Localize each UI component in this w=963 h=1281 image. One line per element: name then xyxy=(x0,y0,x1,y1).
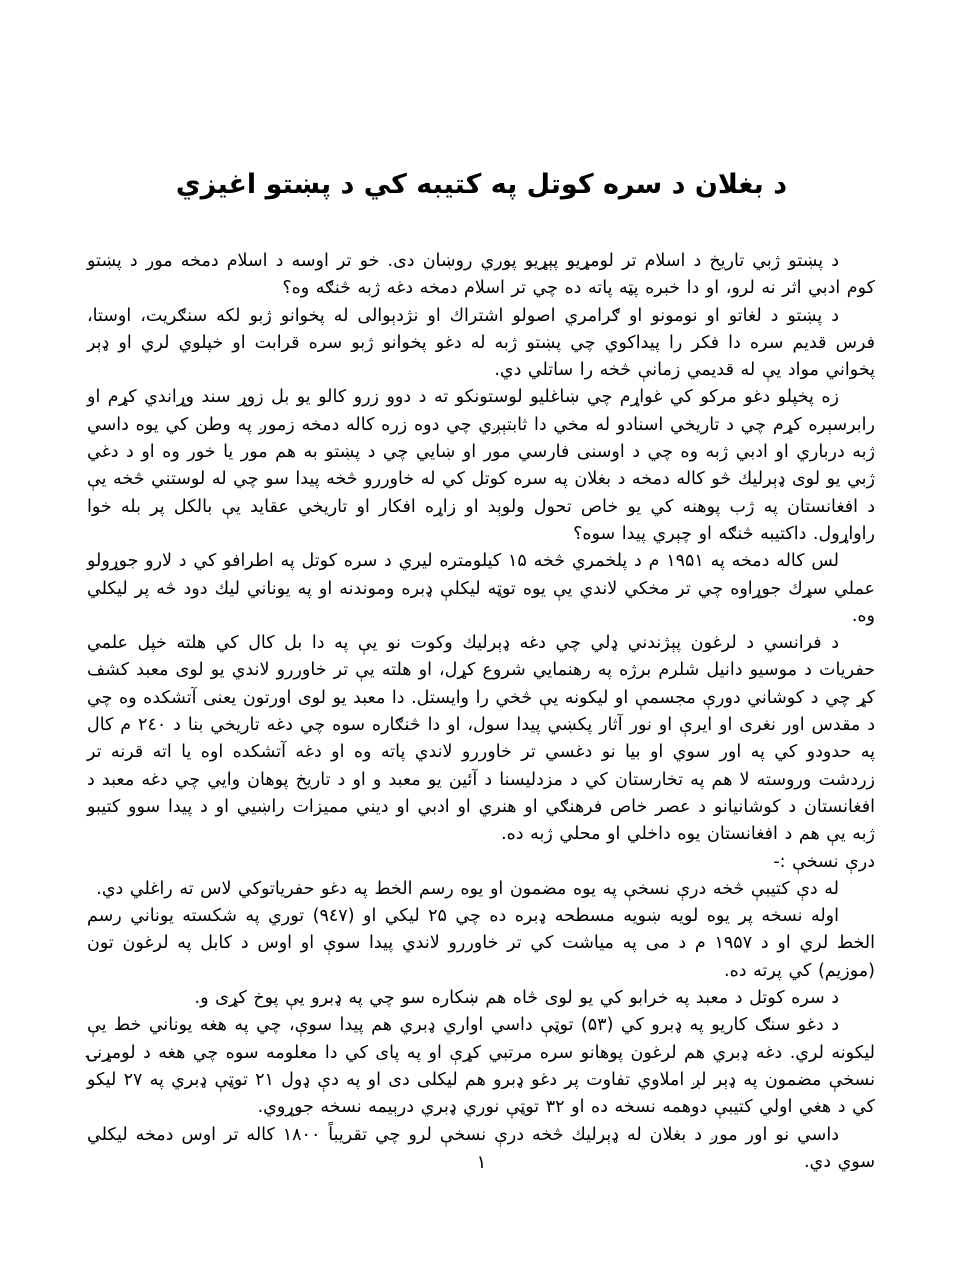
body-paragraph: له دې کتیبې څخه درې نسخې په یوه مضمون او یوه رسم الخط په دغو حفریاتوکي لاس ته راغلي دي. xyxy=(96,878,839,899)
body-paragraph: د پښتو د لغاتو او نومونو او ګرامري اصولو اشتراك او نژدېوالی له پخوانو ژبو لکه سنګریت، اوستا، فرس قدیم سره دا فکر را پیداکوي چي پښتو ژبه له دغو پخوانو ژبو سره قرابت او خپلوي لري او ډېر پخواني مواد یې له قدیمي زمانې څخه را ساتلي دي. xyxy=(87,305,875,381)
body-paragraph: د دغو سنګ کاریو په ډبرو کي (۵۳) توټې داسي اواري ډبري هم پیدا سوې، چي په هغه یوناني خط یې لیکونه لري. دغه ډبري هم لرغون پوهانو سره مرتبي کړې او په پای کي دا معلومه سوه چي هغه د لومړنۍ نسخې مضمون په ډېر لږ املاوي تفاوت پر دغو ډبرو هم لیکلی دی او په دې ډول ۲۱ توټې ډبري په ۲۷ لیکو کي د هغي اولي کتیبې دوهمه نسخه ده او ۳۲ توټې نوري ډبري درېیمه نسخه جوړوي. xyxy=(87,1015,876,1118)
page-title: د بغلان د سره کوتل په کتیبه کي د پښتو اغیزي xyxy=(175,169,788,201)
body-paragraph: اوله نسخه پر یوه لویه ښویه مسطحه ډبره ده چي ۲۵ لیکي او (۹٤۷) توري په شکسته یوناني رسم الخط لري او د ۱۹۵۷ م د می په میاشت کي تر خاوررو لاندي پیدا سوې او اوس د کابل په لرغون تون (موزیم) کي پرته ده. xyxy=(87,906,875,981)
body-paragraph: لس کاله دمخه په ۱۹۵۱ م د پلخمري څخه ۱۵ کیلومتره لیري د سره کوتل په اطرافو کي د لارو جوړولو عملي سړك جوړاوه چي تر مخکي لاندي یې یوه توټه لیکلې ډبره وموندنه او په یوناني لیك دود څه پر لیکلي وه. xyxy=(87,551,875,626)
body-paragraph: زه پخپلو دغو مرکو کي غواړم چي ښاغلیو لوستونکو ته د دوو زرو کالو یو بل زوړ سند وړاندي کړم او رابرسېره کړم چي د تاریخي اسنادو له مخي دا ثابتېږي چي دوه زره کاله دمخه زموږ په وطن کي یوه داسي ژبه درباري او ادبي ژبه وه چي د اوسنی فارسي مور او ښایي چي د پښتو به هم مور یا خور وه او د دغي ژبي یو لوی ډېرلیك څو کاله دمخه د بغلان په سره کوتل کي له خاوررو څخه پیدا سو چي له لوستني څخه یې د افغانستان په ژب پوهنه کي یو خاص تحول ولوېد او زاړه افکار او تاریخي عقاید یې بالکل پر بله خوا راواړول. داکتیبه څنګه او چېري پیدا سوه؟ xyxy=(87,387,875,544)
body-paragraph: د سره کوتل د معبد په خرابو کي یو لوی څاه هم ښکاره سو چي په ډبرو یې پوخ کړی و. xyxy=(194,988,839,1009)
body-paragraph: د فرانسي د لرغون پېژندني ډلي چي دغه ډېرلیك وکوت نو یې په دا بل کال کي هلته خپل علمي حفریات د موسیو دانیل شلرم برژه په رهنمایي شروع کړل، او هلته یې تر خاوررو لاندي یو لوی معبد کشف کړ چي د کوشاني دورې مجسمې او لیکونه یې څخي را وایستل. دا معبد یو لوی اورتون یعنی آتشکده وه چي د مقدس اور نغری او ایرې او نور آثار پکښي پیدا سول، او دا څنګاره سوه چي دغه تاریخي بنا د ۲٤۰ م کال په حدودو کي په اور سوي او بیا نو دغسي تر خاوررو لاندي پاته وه او دغه آتشکده اوه یا اته قرنه تر زردشت وروسته لا هم په تخارستان کي د مزدلیسنا د آئین یو معبد و او د تاریخ پوهان وایي چي دغه معبد د افغانستان د کوشانیانو د عصر خاص فرهنګي او هنري او ادبي او دیني ممیزات راښیي او د پیدا سوو کتیبو ژبه یې هم د افغانستان یوه داخلي او محلي ژبه ده. xyxy=(87,633,875,845)
body-paragraph: د پښتو ژبي تاریخ د اسلام تر لومړیو پېړیو پوري روښان دی. خو تر اوسه د اسلام دمخه مور د پښتو کوم ادبي اثر نه لرو، او دا خبره پټه پاته ده چي تر اسلام دمخه دغه ژبه څنګه وه؟ xyxy=(87,251,875,299)
document-body xyxy=(87,248,875,1176)
section-heading-three-copies: درې نسخې :- xyxy=(773,851,875,872)
body-paragraph: داسي نو اور موږ د بغلان له ډېرلیك څخه درې نسخې لرو چي تقریباً ۱۸۰۰ کاله تر اوس دمخه لیکلي سوي دي. xyxy=(87,1124,875,1172)
page-number: ۱ xyxy=(476,1152,487,1173)
